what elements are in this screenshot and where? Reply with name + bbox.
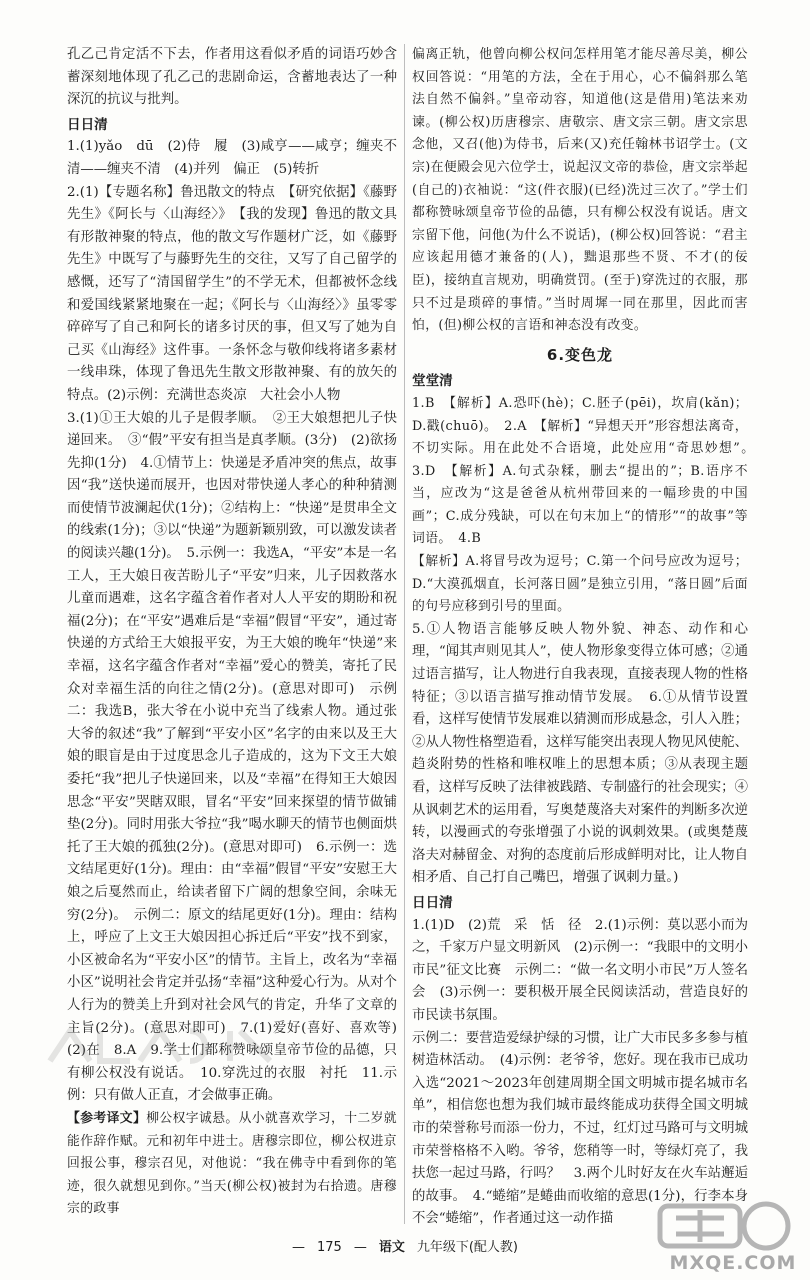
translation-text: 柳公权字诚悬。从小就喜欢学习，十二岁就能作辞作赋。元和初年中进士。唐穆宗即位，柳公权进京回报公事，穆宗召见，对他说：“我在佛寺中看到你的笔迹，很久就想见到你。”当天(柳公权)被封为右拾遗。唐穆宗的政事: [67, 1110, 397, 1217]
translation-continued: 偏离正轨，他曾向柳公权问怎样用笔才能尽善尽美，柳公权回答说：“用笔的方法，全在于用心，心不偏斜那么笔法自然不偏斜。”皇帝动容，知道他(这是借用)笔法来劝谏。(柳公权)历唐穆宗、唐敬宗、唐文宗三朝。唐文宗思念他，又召(他)为侍书，后来(又)充任翰林书诏学士。(文宗)在便殿会见六位学士，说起汉文帝的恭俭，唐文宗举起(自己的)衣袖说：“这(件衣服)(已经)洗过三次了。”学士们都称赞咏颂皇帝节俭的品德，只有柳公权没有说话。唐文宗留下他，问他(为什么不说话)，(柳公权)回答说：“君主应该起用德才兼备的(人)，黜退那些不贤、不才(的佞臣)，接纳直言规劝，明确赏罚。(至于)穿洗过的衣服，那只不过是琐碎的事情。”当时周墀一同在那里，因此而害怕，(但)柳公权的言语和神态没有改变。: [412, 47, 748, 334]
answer-2: 2.(1)【专题名称】鲁迅散文的特点 【研究依据】《藤野先生》《阿长与〈山海经〉》 【我的发现】鲁迅的散文具有形散神聚的特点，他的散文写作题材广泛，如《藤野先生》中既写了与藤野先生的交往，又写了自己留学的感慨，还写了“清国留学生”的不学无术，但都被怀念线和爱国线紧紧地聚在一起；《阿长与〈山海经〉》虽零零碎碎写了自己和阿长的诸多讨厌的事，但又写了她为自己买《山海经》这件事。一条怀念与敬仰线将诸多素材一线串珠，体现了鲁迅先生散文形散神聚、有的放矢的特点。(2)示例：充满世态炎凉 大社会小人物: [67, 184, 397, 403]
analysis: 【解析】A.将冒号改为逗号；C.第一个问号应改为逗号；D.“大漠孤烟直，长河落日圆”是独立引用，“落日圆”后面的句号应移到引号的里面。: [412, 554, 748, 615]
reference-translation: [67, 1108, 397, 1221]
answer-1: 1.(1)yǎo dū (2)侍 履 (3)咸亨——咸亨；缠夹不清——缠夹不清 (4)并列 偏正 (5)转折: [67, 139, 397, 177]
lesson-title: 6.变色龙: [546, 345, 614, 364]
answer-3-11: 3.(1)①王大娘的儿子是假孝顺。 ②王大娘想把儿子快递回来。 ③“假”平安有担当是真孝顺。(3分) (2)欲扬先抑(1分) 4.①情节上：快递是矛盾冲突的焦点，故事因“我”送快递而展开，也因对带快递人孝心的种种猜测而使情节波澜起伏(1分)；②结构上：“快递”是贯串全文的线索(1分)；③以“快递”为题新颖别致，可以激发读者的阅读兴趣(1分)。 5.示例一：我选A，“平安”本是一名工人，王大娘日夜苦盼儿子“平安”归来，儿子因救落水儿童而遇难，这名字蕴含着作者对人人平安的期盼和祝福(2分)；在“平安”遇难后是“幸福”假冒“平安”，通过寄快递的方式给王大娘报平安，为王大娘的晚年“快递”来幸福，这名字蕴含作者对“幸福”爱心的赞美，寄托了民众对幸福生活的向往之情(2分)。(意思对即可) 示例二：我选B，张大爷在小说中充当了线索人物。通过张大爷的叙述“我”了解到“平安小区”名字的由来以及王大娘的眼盲是由于过度思念儿子造成的，这为下文王大娘委托“我”把儿子快递回来，以及“幸福”在得知王大娘因思念“平安”哭瞎双眼，冒名“平安”回来探望的情节做铺垫(2分)。同时用张大爷拉“我”喝水聊天的情节也侧面烘托了王大娘的孤独(2分)。(意思对即可) 6.示例一：选文结尾更好(1分)。理由：由“幸福”假冒“平安”安慰王大娘之后戛然而止，给读者留下广阔的想象空间，余味无穷(2分)。 示例二：原文的结尾更好(1分)。理由：结构上，呼应了上文王大娘因担心拆迁后“平安”找不到家，小区被命名为“平安小区”的情节。主旨上，改名为“幸福小区”说明社会肯定并弘扬“幸福”这种爱心行为。从对个人行为的赞美上升到对社会风气的肯定，升华了文章的主旨(2分)。(意思对即可) 7.(1)爱好(喜好、喜欢等) (2)在 8.A 9.学士们都称赞咏颂皇帝节俭的品德，只有柳公权没有说话。 10.穿洗过的衣服 衬托 11.示例：只有做人正直，才会做事正确。: [67, 410, 411, 1104]
watermark-domain: MXQE.COM: [669, 1252, 797, 1274]
subject-label: 语文: [378, 1240, 405, 1255]
answer-5-6: 5.①人物语言能够反映人物外貌、神态、动作和心理，“闻其声则见其人”，使人物形象变得立体可感；②通过语言描写，让人物进行自我表现，直接表现人物的性格特征；③以语言描写推动情节发展。 6.①从情节设置看，这样写使情节发展难以猜测而形成悬念，引人入胜；②从人物性格塑造看，这样写能突出表现人物见风使舵、趋炎附势的性格和唯权唯上的思想本质；③从表现主题看，这样写反映了法律被践踏、专制盛行的社会现实；④从讽刺艺术的运用看，写奥楚蔑洛夫对案件的判断多次逆转，以漫画式的夸张增强了小说的讽刺效果。(或奥楚蔑洛夫对赫留金、对狗的态度前后形成鲜明对比，让人物自相矛盾、自己打自己嘴巴，增强了讽刺力量。): [412, 621, 748, 886]
column-divider: [404, 44, 405, 1224]
section-heading: 日日清: [67, 116, 108, 133]
right-column: [412, 44, 762, 1227]
translation-label: 【参考译文】: [67, 1110, 147, 1126]
answer-1-4: 1.B 【解析】A.恐吓(hè)；C.胚子(pēi)，坎肩(kǎn)；D.戳(chuō)。 2.A 【解析】“异想天开”形容想法离奇，不切实际。用在此处不合语境，此处应用“奇思妙想”。 3.D 【解析】A.句式杂糅，删去“提出的”；B.语序不当，应改为“这是爸爸从杭州带回来的一幅珍贵的中国画”；C.成分残缺，可以在句末加上“的情形”“的故事”等词语。 4.B: [412, 395, 762, 547]
page-number: 175: [317, 1240, 342, 1255]
grade-label: 九年级下(配人教): [416, 1240, 518, 1255]
paragraph: 孔乙己肯定活不下去，作者用这看似矛盾的词语巧妙含蓄深刻地体现了孔乙己的悲剧命运，含蓄地表达了一种深沉的抗议与批判。: [67, 47, 397, 108]
answer-daily-2-4: 示例二：要营造爱绿护绿的习惯，让广大市民多多参与植树造林活动。 (4)示例：老爷爷，您好。现在我市已成功入选“2021～2023年创建周期全国文明城市提名城市名单”，相信您也想为我们城市最终能成功获得全国文明城市的荣誉称号而添一份力，不过，红灯过马路可与文明城市荣誉格格不入哟。爷爷，您稍等一时，等绿灯亮了，我扶您一起过马路，行吗？ 3.两个儿时好友在火车站邂逅的故事。 4.“蜷缩”是蜷曲而收缩的意思(1分)，行李本身不会“蜷缩”，作者通过这一动作描: [412, 1030, 748, 1227]
section-heading: 堂堂清: [412, 373, 453, 390]
footer-dash: —: [292, 1240, 305, 1255]
section-heading: 日日清: [412, 894, 453, 911]
answer-daily-1-2: 1.(1)D (2)荒 采 恬 径 2.(1)示例：莫以恶小而为之，千家万户显文明新风 (2)示例一：“我眼中的文明小市民”征文比赛 示例二：“做一名文明小市民”万人签名会 (3)示例一：要积极开展全民阅读活动，营造良好的市民读书氛围。: [412, 917, 748, 1023]
left-column: [67, 44, 411, 1224]
footer-dash: —: [353, 1240, 367, 1255]
